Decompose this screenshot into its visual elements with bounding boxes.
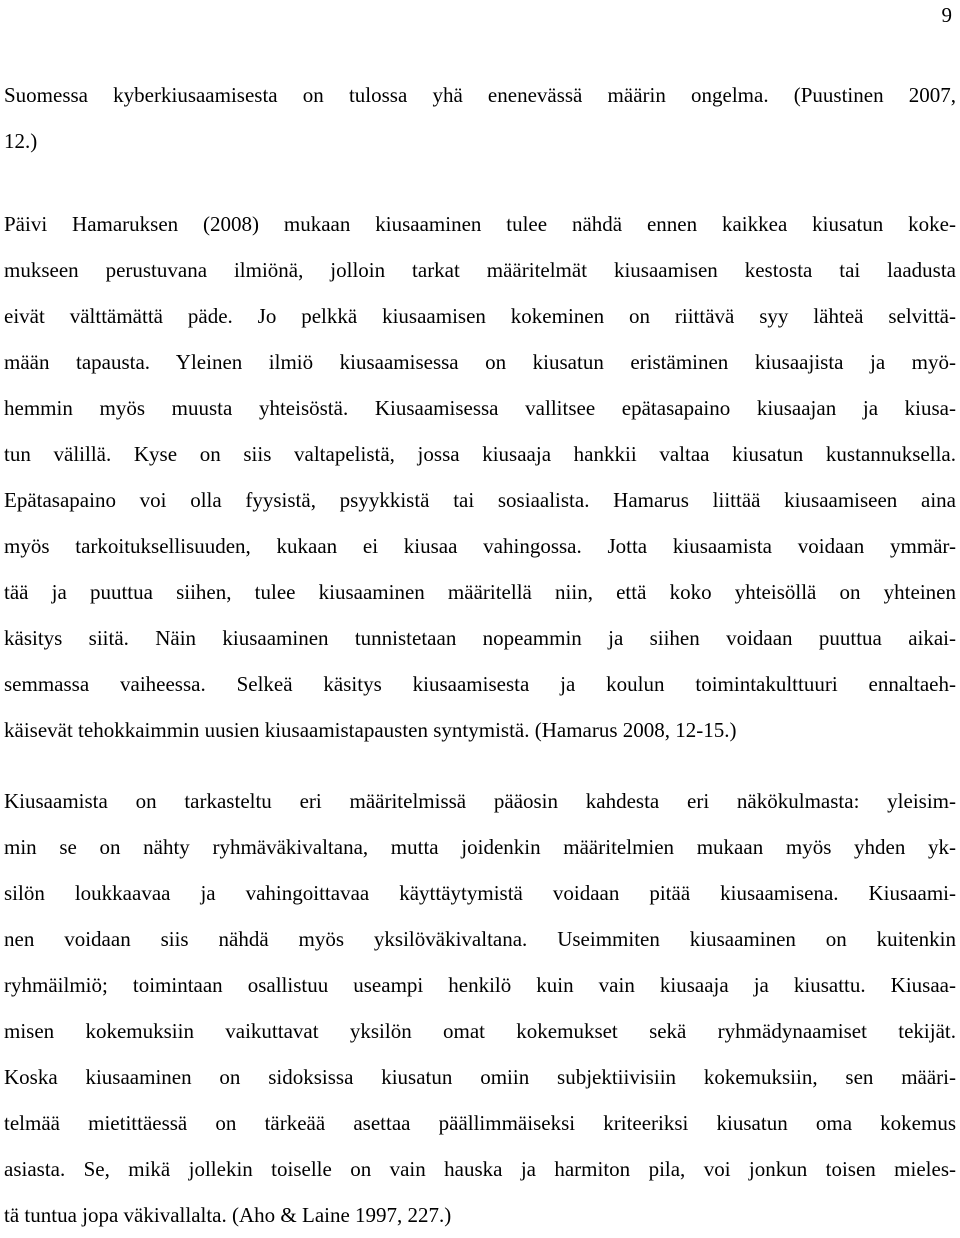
paragraph-2 (4, 201, 956, 753)
text-line: Kiusaamista on tarkasteltu eri määritelmissä pääosin kahdesta eri näkökulmasta: yleisim- (4, 789, 956, 813)
text-line: mukseen perustuvana ilmiönä, jolloin tarkat määritelmät kiusaamisen kestosta tai laadusta (4, 258, 956, 282)
text-line: semmassa vaiheessa. Selkeä käsitys kiusaamisesta ja koulun toimintakulttuuri ennaltaeh- (4, 672, 956, 696)
page-number: 9 (941, 3, 952, 27)
text-line: 12.) (4, 129, 38, 153)
text-line: mään tapausta. Yleinen ilmiö kiusaamisessa on kiusatun eristäminen kiusaajista ja myö- (4, 350, 956, 374)
paragraph-1 (4, 72, 956, 164)
text-line: tä tuntua jopa väkivallalta. (Aho & Laine 1997, 227.) (4, 1203, 452, 1227)
text-line: nen voidaan siis nähdä myös yksilöväkivaltana. Useimmiten kiusaaminen on kuitenkin (4, 927, 956, 951)
text-line: myös tarkoituksellisuuden, kukaan ei kiusaa vahingossa. Jotta kiusaamista voidaan ymmär- (4, 534, 956, 558)
text-line: asiasta. Se, mikä jollekin toiselle on vain hauska ja harmiton pila, voi jonkun toisen mieles- (4, 1157, 956, 1181)
text-line: käsitys siitä. Näin kiusaaminen tunnistetaan nopeammin ja siihen voidaan puuttua aikai- (4, 626, 956, 650)
text-line: telmää mietittäessä on tärkeää asettaa päällimmäiseksi kriteeriksi kiusatun oma kokemus (4, 1111, 956, 1135)
text-line: tun välillä. Kyse on siis valtapelistä, jossa kiusaaja hankkii valtaa kiusatun kustannuksella. (4, 442, 956, 466)
text-line: hemmin myös muusta yhteisöstä. Kiusaamisessa vallitsee epätasapaino kiusaajan ja kiusa- (4, 396, 956, 420)
text-line: tää ja puuttua siihen, tulee kiusaaminen määritellä niin, että koko yhteisöllä on yhteinen (4, 580, 956, 604)
text-line: Epätasapaino voi olla fyysistä, psyykkistä tai sosiaalista. Hamarus liittää kiusaamiseen aina (4, 488, 956, 512)
text-line: eivät välttämättä päde. Jo pelkkä kiusaamisen kokeminen on riittävä syy lähteä selvittä- (4, 304, 956, 328)
text-line: käisevät tehokkaimmin uusien kiusaamistapausten syntymistä. (Hamarus 2008, 12-15.) (4, 718, 737, 742)
text-line: Koska kiusaaminen on sidoksissa kiusatun omiin subjektiivisiin kokemuksiin, sen määri- (4, 1065, 956, 1089)
text-line: silön loukkaavaa ja vahingoittavaa käyttäytymistä voidaan pitää kiusaamisena. Kiusaami- (4, 881, 956, 905)
text-line: misen kokemuksiin vaikuttavat yksilön omat kokemukset sekä ryhmädynaamiset tekijät. (4, 1019, 956, 1043)
text-line: Päivi Hamaruksen (2008) mukaan kiusaaminen tulee nähdä ennen kaikkea kiusatun koke- (4, 212, 956, 236)
paragraph-3 (4, 778, 956, 1238)
text-line: min se on nähty ryhmäväkivaltana, mutta joidenkin määritelmien mukaan myös yhden yk- (4, 835, 956, 859)
text-line: Suomessa kyberkiusaamisesta on tulossa yhä enenevässä määrin ongelma. (Puustinen 2007, (4, 83, 956, 107)
text-line: ryhmäilmiö; toimintaan osallistuu useampi henkilö kuin vain kiusaaja ja kiusattu. Kiusaa- (4, 973, 956, 997)
